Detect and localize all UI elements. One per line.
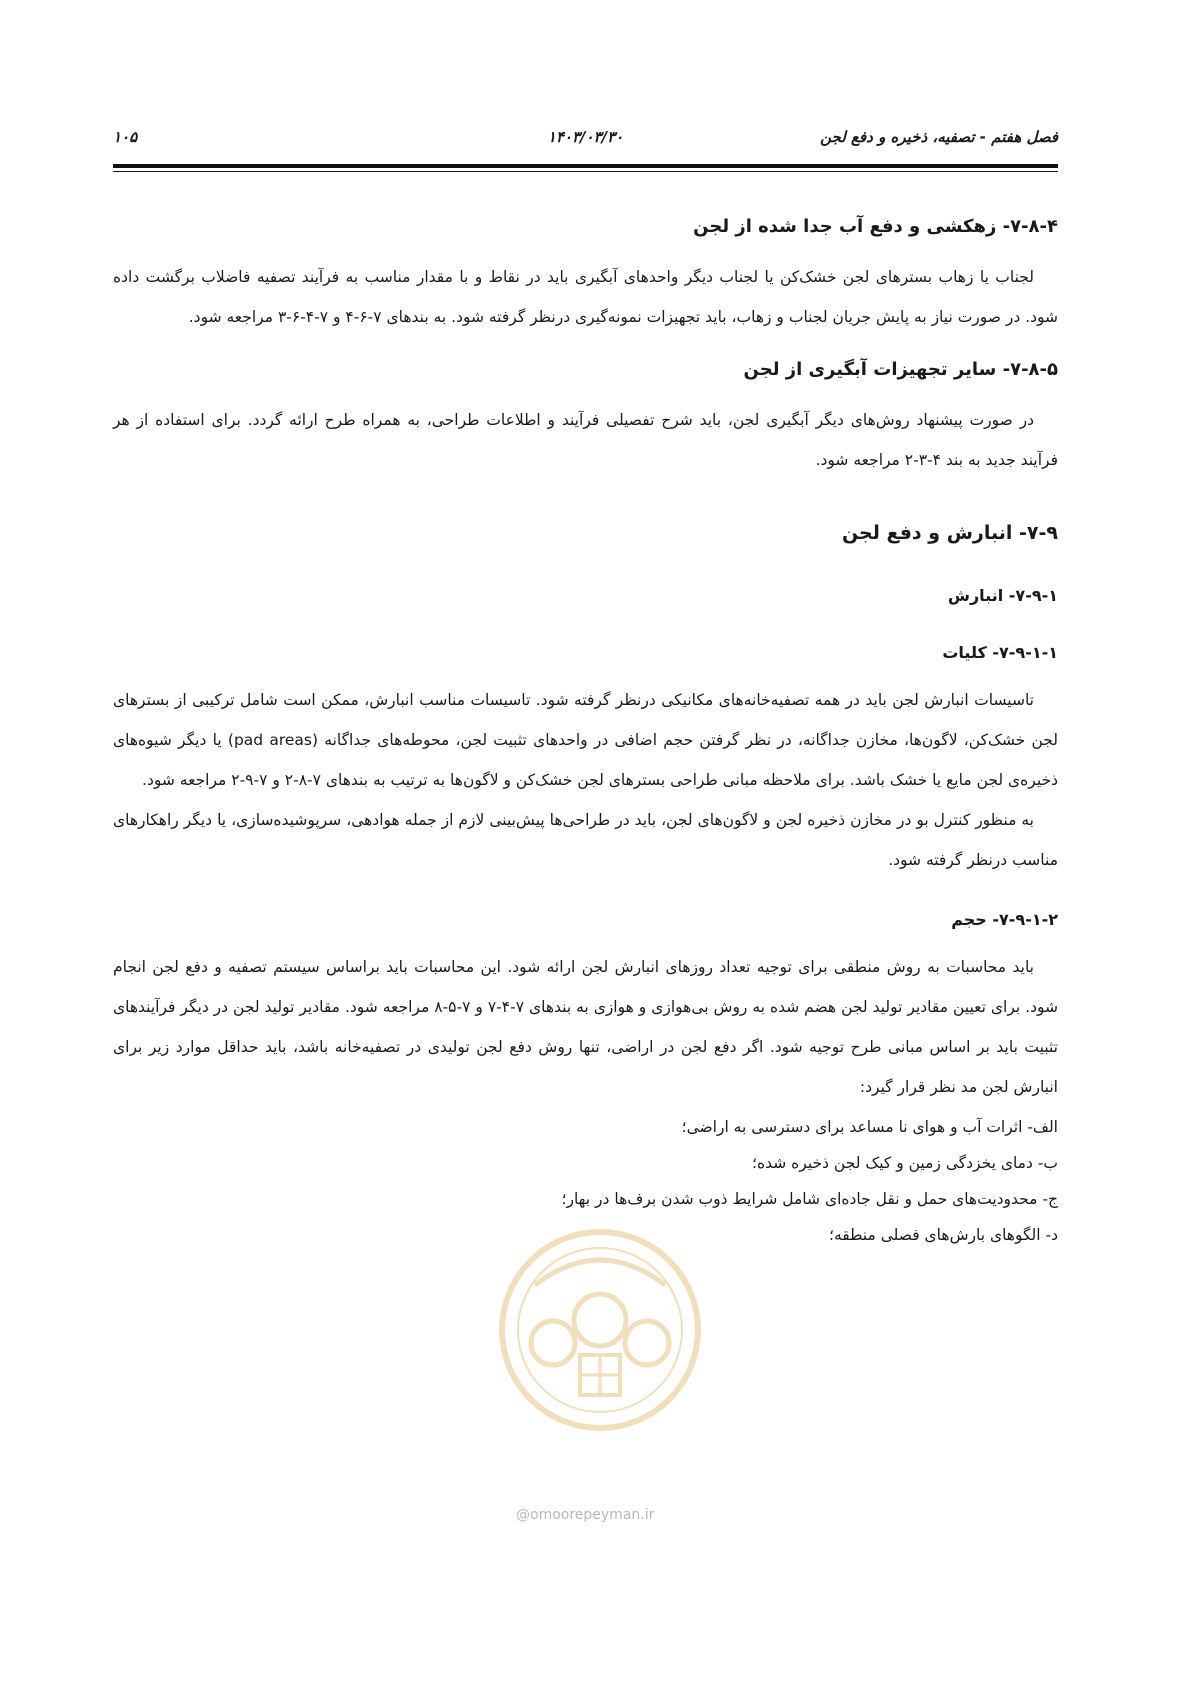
list-item: ب- دمای یخزدگی زمین و کیک لجن ذخیره شده؛ — [752, 1154, 1058, 1172]
section-heading: ۷-۸-۴- زهکشی و دفع آب جدا شده از لجن — [693, 216, 1058, 237]
section-paragraph: باید محاسبات به روش منطقی برای توجیه تعداد روزهای انبارش لجن ارائه شود. این محاسبات باید براساس سیستم تصفیه و دفع لجن انجام شود. برای تعیین مقادیر تولید لجن هضم شده به روش بی‌هوازی و هوازی به بندهای ۷-۴-۷ و ۷-۵-۸ مراجعه شود. مقادیر تولید لجن در دیگر فرآیندهای تثبیت باید بر اساس مبانی طرح توجیه شود. اگر دفع لجن در اراضی، تنها روش دفع لجن تولیدی در تصفیه‌خانه باشد، باید حداقل موارد زیر برای انبارش لجن مد نظر قرار گیرد: — [113, 958, 1058, 1096]
section-paragraph: لجناب یا زهاب بسترهای لجن خشک‌کن یا لجناب دیگر واحدهای آبگیری باید در نقاط و با مقدار مناسب به فرآیند تصفیه فاضلاب برگشت داده شود. در صورت نیاز به پایش جریان لجناب و زهاب، باید تجهیزات نمونه‌گیری درنظر گرفته شود. به بندهای ۷-۶-۴ و ۷-۴-۶-۳ مراجعه شود. — [113, 268, 1058, 326]
list-item: ج- محدودیت‌های حمل و نقل جاده‌ای شامل شرایط ذوب شدن برف‌ها در بهار؛ — [561, 1190, 1058, 1208]
watermark-site: @omoorepeyman.ir — [516, 1507, 655, 1523]
page-header — [113, 128, 1058, 158]
section-paragraph: به منظور کنترل بو در مخازن ذخیره لجن و لاگون‌های لجن، باید در طراحی‌ها پیش‌بینی لازم از جمله هوادهی، سرپوشیده‌سازی، یا دیگر راهکارهای مناسب درنظر گرفته شود. — [113, 811, 1058, 869]
list-item: الف- اثرات آب و هوای نا مساعد برای دسترسی به اراضی؛ — [681, 1118, 1058, 1136]
chapter-section-heading: ۷-۹- انبارش و دفع لجن — [841, 522, 1058, 544]
header-date: ۱۴۰۳/۰۳/۳۰ — [547, 128, 624, 146]
list-item: د- الگوهای بارش‌های فصلی منطقه؛ — [829, 1226, 1058, 1244]
header-rule-thin — [113, 171, 1058, 172]
subsection-heading: ۷-۹-۱-۲- حجم — [951, 910, 1058, 929]
subsection-heading: ۷-۹-۱-۱- کلیات — [942, 643, 1058, 662]
section-paragraph: تاسیسات انبارش لجن باید در همه تصفیه‌خانه‌های مکانیکی درنظر گرفته شود. تاسیسات مناسب انبارش، ممکن است شامل ترکیبی از بسترهای لجن خشک‌کن، لاگون‌ها، مخازن جداگانه، در نظر گرفتن حجم اضافی در واحدهای تثبیت لجن، محوطه‌های جداگانه (pad areas) یا دیگر شیوه‌های ذخیره‌ی لجن مایع یا خشک باشد. برای ملاحظه مبانی طراحی بسترهای لجن خشک‌کن و لاگون‌ها به ترتیب به بندهای ۷-۸-۲ و ۷-۹-۲ مراجعه شود. — [113, 691, 1058, 789]
section-heading: ۷-۸-۵- سایر تجهیزات آبگیری از لجن — [743, 359, 1058, 380]
page-number: ۱۰۵ — [113, 128, 138, 146]
section-paragraph: در صورت پیشنهاد روش‌های دیگر آبگیری لجن، باید شرح تفصیلی فرآیند و اطلاعات طراحی، به همراه طرح ارائه گردد. برای استفاده از هر فرآیند جدید به بند ۴-۳-۲ مراجعه شود. — [113, 411, 1058, 469]
subsection-heading: ۷-۹-۱- انبارش — [947, 586, 1058, 605]
header-rule-thick — [113, 164, 1058, 168]
main-content — [113, 216, 1058, 1253]
chapter-title: فصل هفتم - تصفیه، ذخیره و دفع لجن — [820, 128, 1058, 146]
watermark-seal-icon — [495, 1225, 705, 1435]
